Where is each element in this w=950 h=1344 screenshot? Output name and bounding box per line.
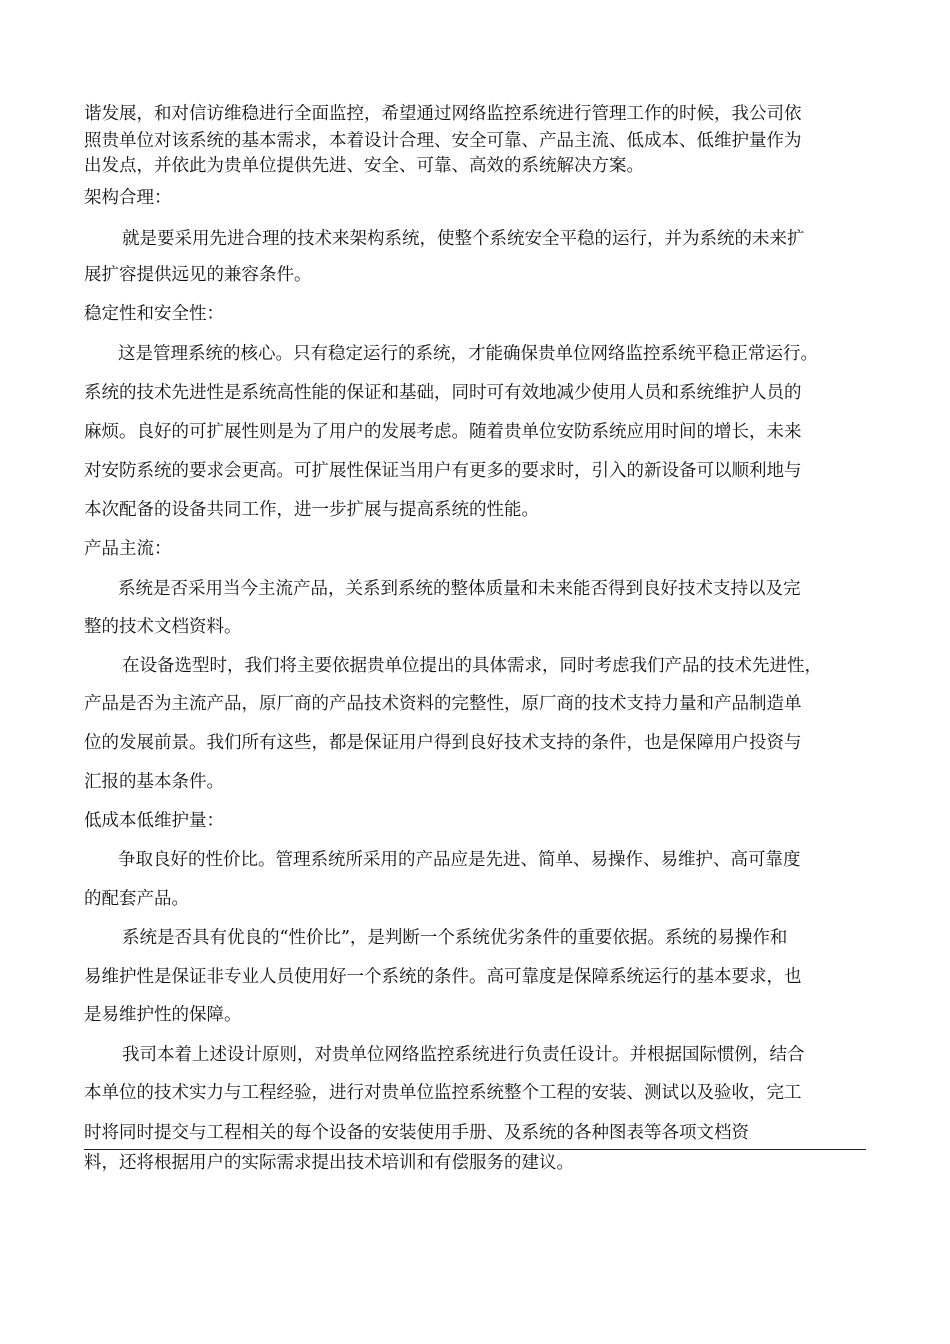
paragraph-line: 整的技术文档资料。 [84, 617, 242, 637]
paragraph-line: 系统的技术先进性是系统高性能的保证和基础，同时可有效地减少使用人员和系统维护人员的 [84, 383, 802, 403]
paragraph-line: 位的发展前景。我们所有这些，都是保证用户得到良好技术支持的条件，也是保障用户投资与 [84, 733, 802, 753]
heading-mainstream-products: 产品主流： [84, 539, 172, 559]
horizontal-rule [84, 1149, 866, 1150]
intro-line-2: 照贵单位对该系统的基本需求，本着设计合理、安全可靠、产品主流、低成本、低维护量作为 [84, 131, 802, 151]
paragraph-line: 易维护性是保证非专业人员使用好一个系统的条件。高可靠度是保障系统运行的基本要求，也 [84, 967, 802, 987]
paragraph-line: 产品是否为主流产品，原厂商的产品技术资料的完整性，原厂商的技术支持力量和产品制造单 [84, 694, 802, 714]
paragraph-line: 系统是否具有优良的“性价比”，是判断一个系统优劣条件的重要依据。系统的易操作和 [122, 928, 788, 948]
paragraph-line: 本次配备的设备共同工作，进一步扩展与提高系统的性能。 [84, 500, 539, 520]
heading-architecture: 架构合理： [84, 188, 172, 208]
paragraph-line: 这是管理系统的核心。只有稳定运行的系统，才能确保贵单位网络监控系统平稳正常运行。 [118, 344, 818, 364]
paragraph-line: 就是要采用先进合理的技术来架构系统，使整个系统安全平稳的运行，并为系统的未来扩 [122, 229, 805, 249]
paragraph-line: 展扩容提供远见的兼容条件。 [84, 265, 312, 285]
paragraph-line: 对安防系统的要求会更高。可扩展性保证当用户有更多的要求时，引入的新设备可以顺利地与 [84, 461, 802, 481]
intro-line-3: 出发点，并依此为贵单位提供先进、安全、可靠、高效的系统解决方案。 [84, 156, 644, 176]
paragraph-line: 汇报的基本条件。 [84, 772, 224, 792]
paragraph-line: 的配套产品。 [84, 889, 189, 909]
paragraph-line: 料，还将根据用户的实际需求提出技术培训和有偿服务的建议。 [84, 1153, 574, 1173]
paragraph-line: 我司本着上述设计原则，对贵单位网络监控系统进行负责任设计。并根据国际惯例，结合 [122, 1045, 805, 1065]
intro-line-1: 谐发展，和对信访维稳进行全面监控，希望通过网络监控系统进行管理工作的时候，我公司依 [84, 104, 802, 124]
paragraph-line: 是易维护性的保障。 [84, 1005, 242, 1025]
paragraph-line: 本单位的技术实力与工程经验，进行对贵单位监控系统整个工程的安装、测试以及验收，完工 [84, 1083, 802, 1103]
heading-stability-security: 稳定性和安全性： [84, 304, 224, 324]
paragraph-line: 系统是否采用当今主流产品，关系到系统的整体质量和未来能否得到良好技术支持以及完 [118, 579, 801, 599]
heading-low-cost-maintenance: 低成本低维护量： [84, 811, 224, 831]
paragraph-line: 争取良好的性价比。管理系统所采用的产品应是先进、简单、易操作、易维护、高可靠度 [118, 850, 801, 870]
paragraph-line: 在设备选型时，我们将主要依据贵单位提出的具体需求，同时考虑我们产品的技术先进性， [122, 656, 822, 676]
paragraph-line: 时将同时提交与工程相关的每个设备的安装使用手册、及系统的各种图表等各项文档资 [84, 1123, 749, 1143]
paragraph-line: 麻烦。良好的可扩展性则是为了用户的发展考虑。随着贵单位安防系统应用时间的增长，未来 [84, 422, 802, 442]
